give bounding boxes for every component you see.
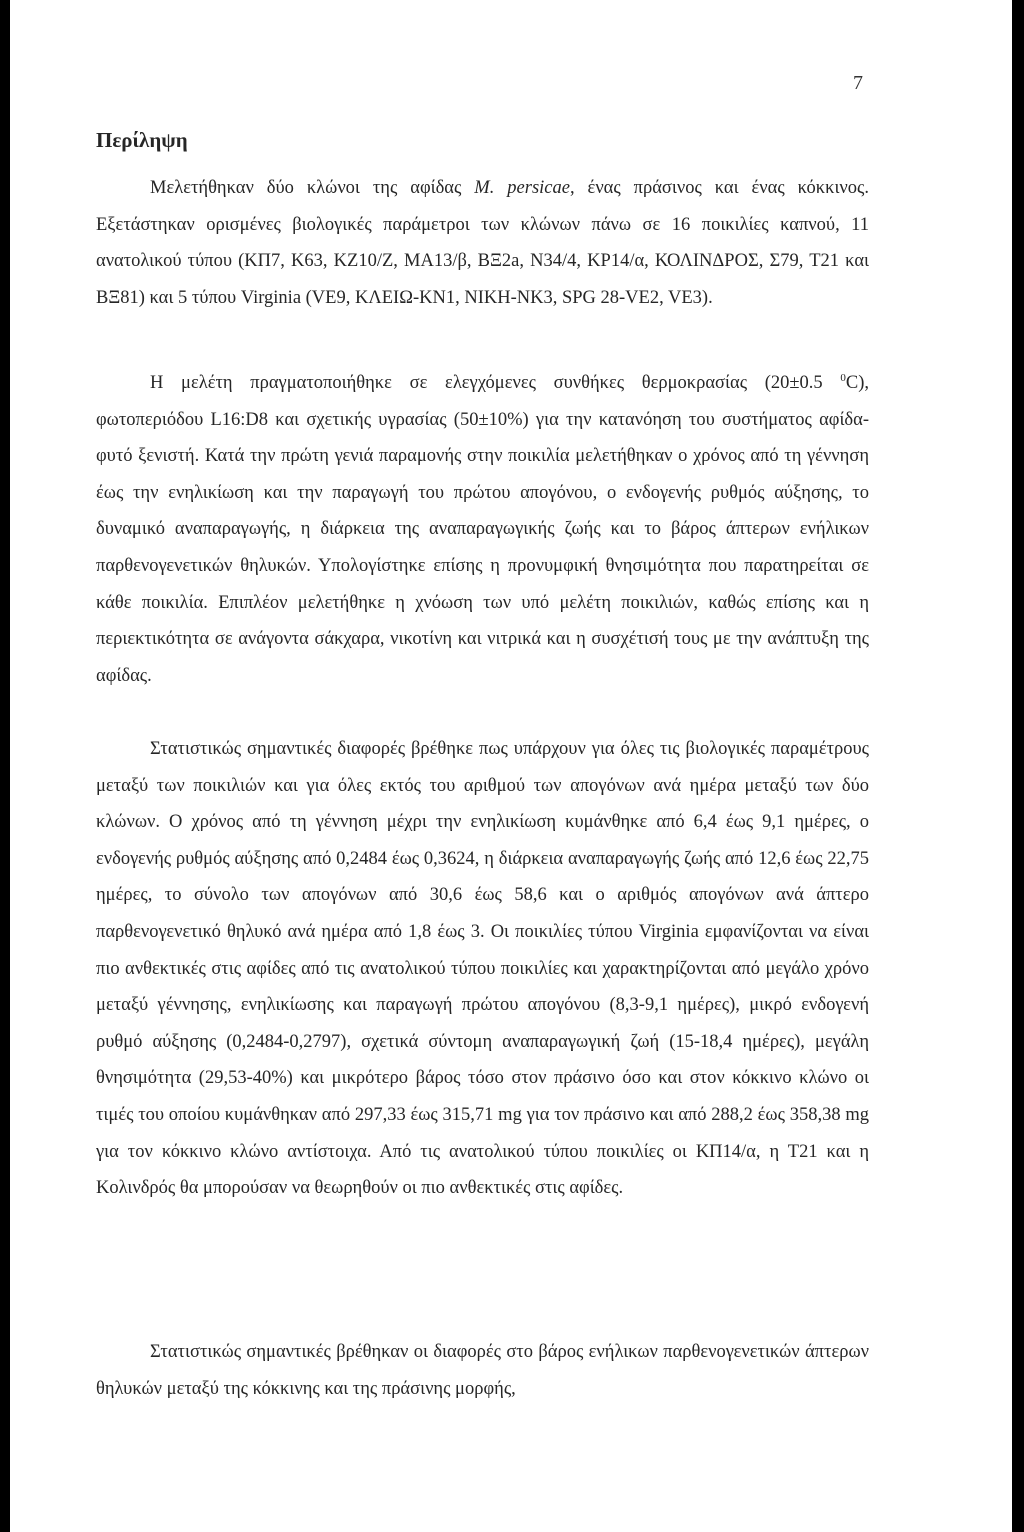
degree-superscript: 0 bbox=[840, 371, 846, 384]
paragraph-results: Στατιστικώς σημαντικές διαφορές βρέθηκε πως υπάρχουν για όλες τις βιολογικές παραμέτρους μεταξύ των ποικιλιών και για όλες εκτός του αριθμού των απογόνων ανά ημέρα μεταξύ των δύο κλώνων. Ο χρόνος από τη γέννηση μέχρι την ενηλικίωση κυμάνθηκε από 6,4 έως 9,1 ημέρες, ο ενδογενής ρυθμός αύξησης από 0,2484 έως 0,3624, η διάρκεια αναπαραγωγής ζωής από 12,6 έως 22,75 ημέρες, το σύνολο των απογόνων από 30,6 έως 58,6 και ο αριθμός απογόνων ανά άπτερο παρθενογενετικό θηλυκό ανά ημέρα από 1,8 έως 3. Οι ποικιλίες τύπου Virginia εμφανίζονται να είναι πιο ανθεκτικές στις αφίδες από τις ανατολικού τύπου ποικιλίες και χαρακτηρίζονται από μεγάλο χρόνο μεταξύ γέννησης, ενηλικίωσης και παραγωγή πρώτου απογόνου (8,3-9,1 ημέρες), μικρό ενδογενή ρυθμό αύξησης (0,2484-0,2797), σχετικά σύντομη αναπαραγωγική ζωή (15-18,4 ημέρες), μεγάλη θνησιμότητα (29,53-40%) και μικρότερο βάρος τόσο στον πράσινο όσο και στον κόκκινο κλώνο οι τιμές του οποίου κυμάνθηκαν από 297,33 έως 315,71 mg για τον πράσινο και από 288,2 έως 358,38 mg για τον κόκκινο κλώνο αντίστοιχα. Από τις ανατολικού τύπου ποικιλίες οι ΚΠ14/α, η Τ21 και η Κολινδρός θα μπορούσαν να θεωρηθούν οι πιο ανθεκτικές στις αφίδες. bbox=[96, 739, 869, 1199]
section-heading: Περίληψη bbox=[96, 128, 188, 152]
paragraph-weight: Στατιστικώς σημαντικές βρέθηκαν οι διαφορές στο βάρος ενήλικων παρθενογενετικών άπτερων θηλυκών μεταξύ της κόκκινης και της πράσινης μορφής, bbox=[96, 1342, 869, 1399]
paragraph-methods-rest: C), φωτοπεριόδου L16:D8 και σχετικής υγρασίας (50±10%) για την κατανόηση του συστήματος αφίδα-φυτό ξενιστή. Κατά την πρώτη γενιά παραμονής στην ποικιλία μελετήθηκαν ο χρόνος από τη γέννηση έως την ενηλικίωση και την παραγωγή του πρώτου απογόνου, ο ενδογενής ρυθμός αύξησης, το δυναμικό αναπαραγωγής, η διάρκεια της αναπαραγωγικής ζωής και το βάρος άπτερων ενήλικων παρθενογενετικών θηλυκών. Υπολογίστηκε επίσης η προνυμφική θνησιμότητα που παρατηρείται σε κάθε ποικιλία. Επιπλέον μελετήθηκε η χνόωση των υπό μελέτη ποικιλιών, καθώς επίσης και η περιεκτικότητα σε ανάγοντα σάκχαρα, νικοτίνη και νιτρικά και η συσχέτισή τους με την ανάπτυξη της αφίδας. bbox=[96, 373, 869, 686]
paragraph-methods bbox=[96, 365, 869, 694]
paragraph-intro-rest: , ένας πράσινος και ένας κόκκινος. Εξετάστηκαν ορισμένες βιολογικές παράμετροι των κλώνων πάνω σε 16 ποικιλίες καπνού, 11 ανατολικού τύπου (ΚΠ7, Κ63, ΚΖ10/Ζ, ΜΑ13/β, ΒΞ2a, Ν34/4, ΚΡ14/α, ΚΟΛΙΝΔΡΟΣ, Σ79, Τ21 και ΒΞ81) και 5 τύπου Virginia (VE9, ΚΛΕΙΩ-ΚΝ1, ΝΙΚΗ-ΝΚ3, SPG 28-VE2, VE3). bbox=[96, 178, 869, 308]
page-number: 7 bbox=[853, 72, 863, 94]
species-name: M. persicae bbox=[474, 178, 570, 198]
document-page bbox=[10, 0, 1012, 1532]
paragraph-intro-start: Μελετήθηκαν δύο κλώνοι της αφίδας bbox=[150, 178, 475, 198]
paragraph-intro bbox=[96, 170, 869, 316]
paragraph-methods-start: Η μελέτη πραγματοποιήθηκε σε ελεγχόμενες συνθήκες θερμοκρασίας (20±0.5 bbox=[150, 373, 841, 393]
